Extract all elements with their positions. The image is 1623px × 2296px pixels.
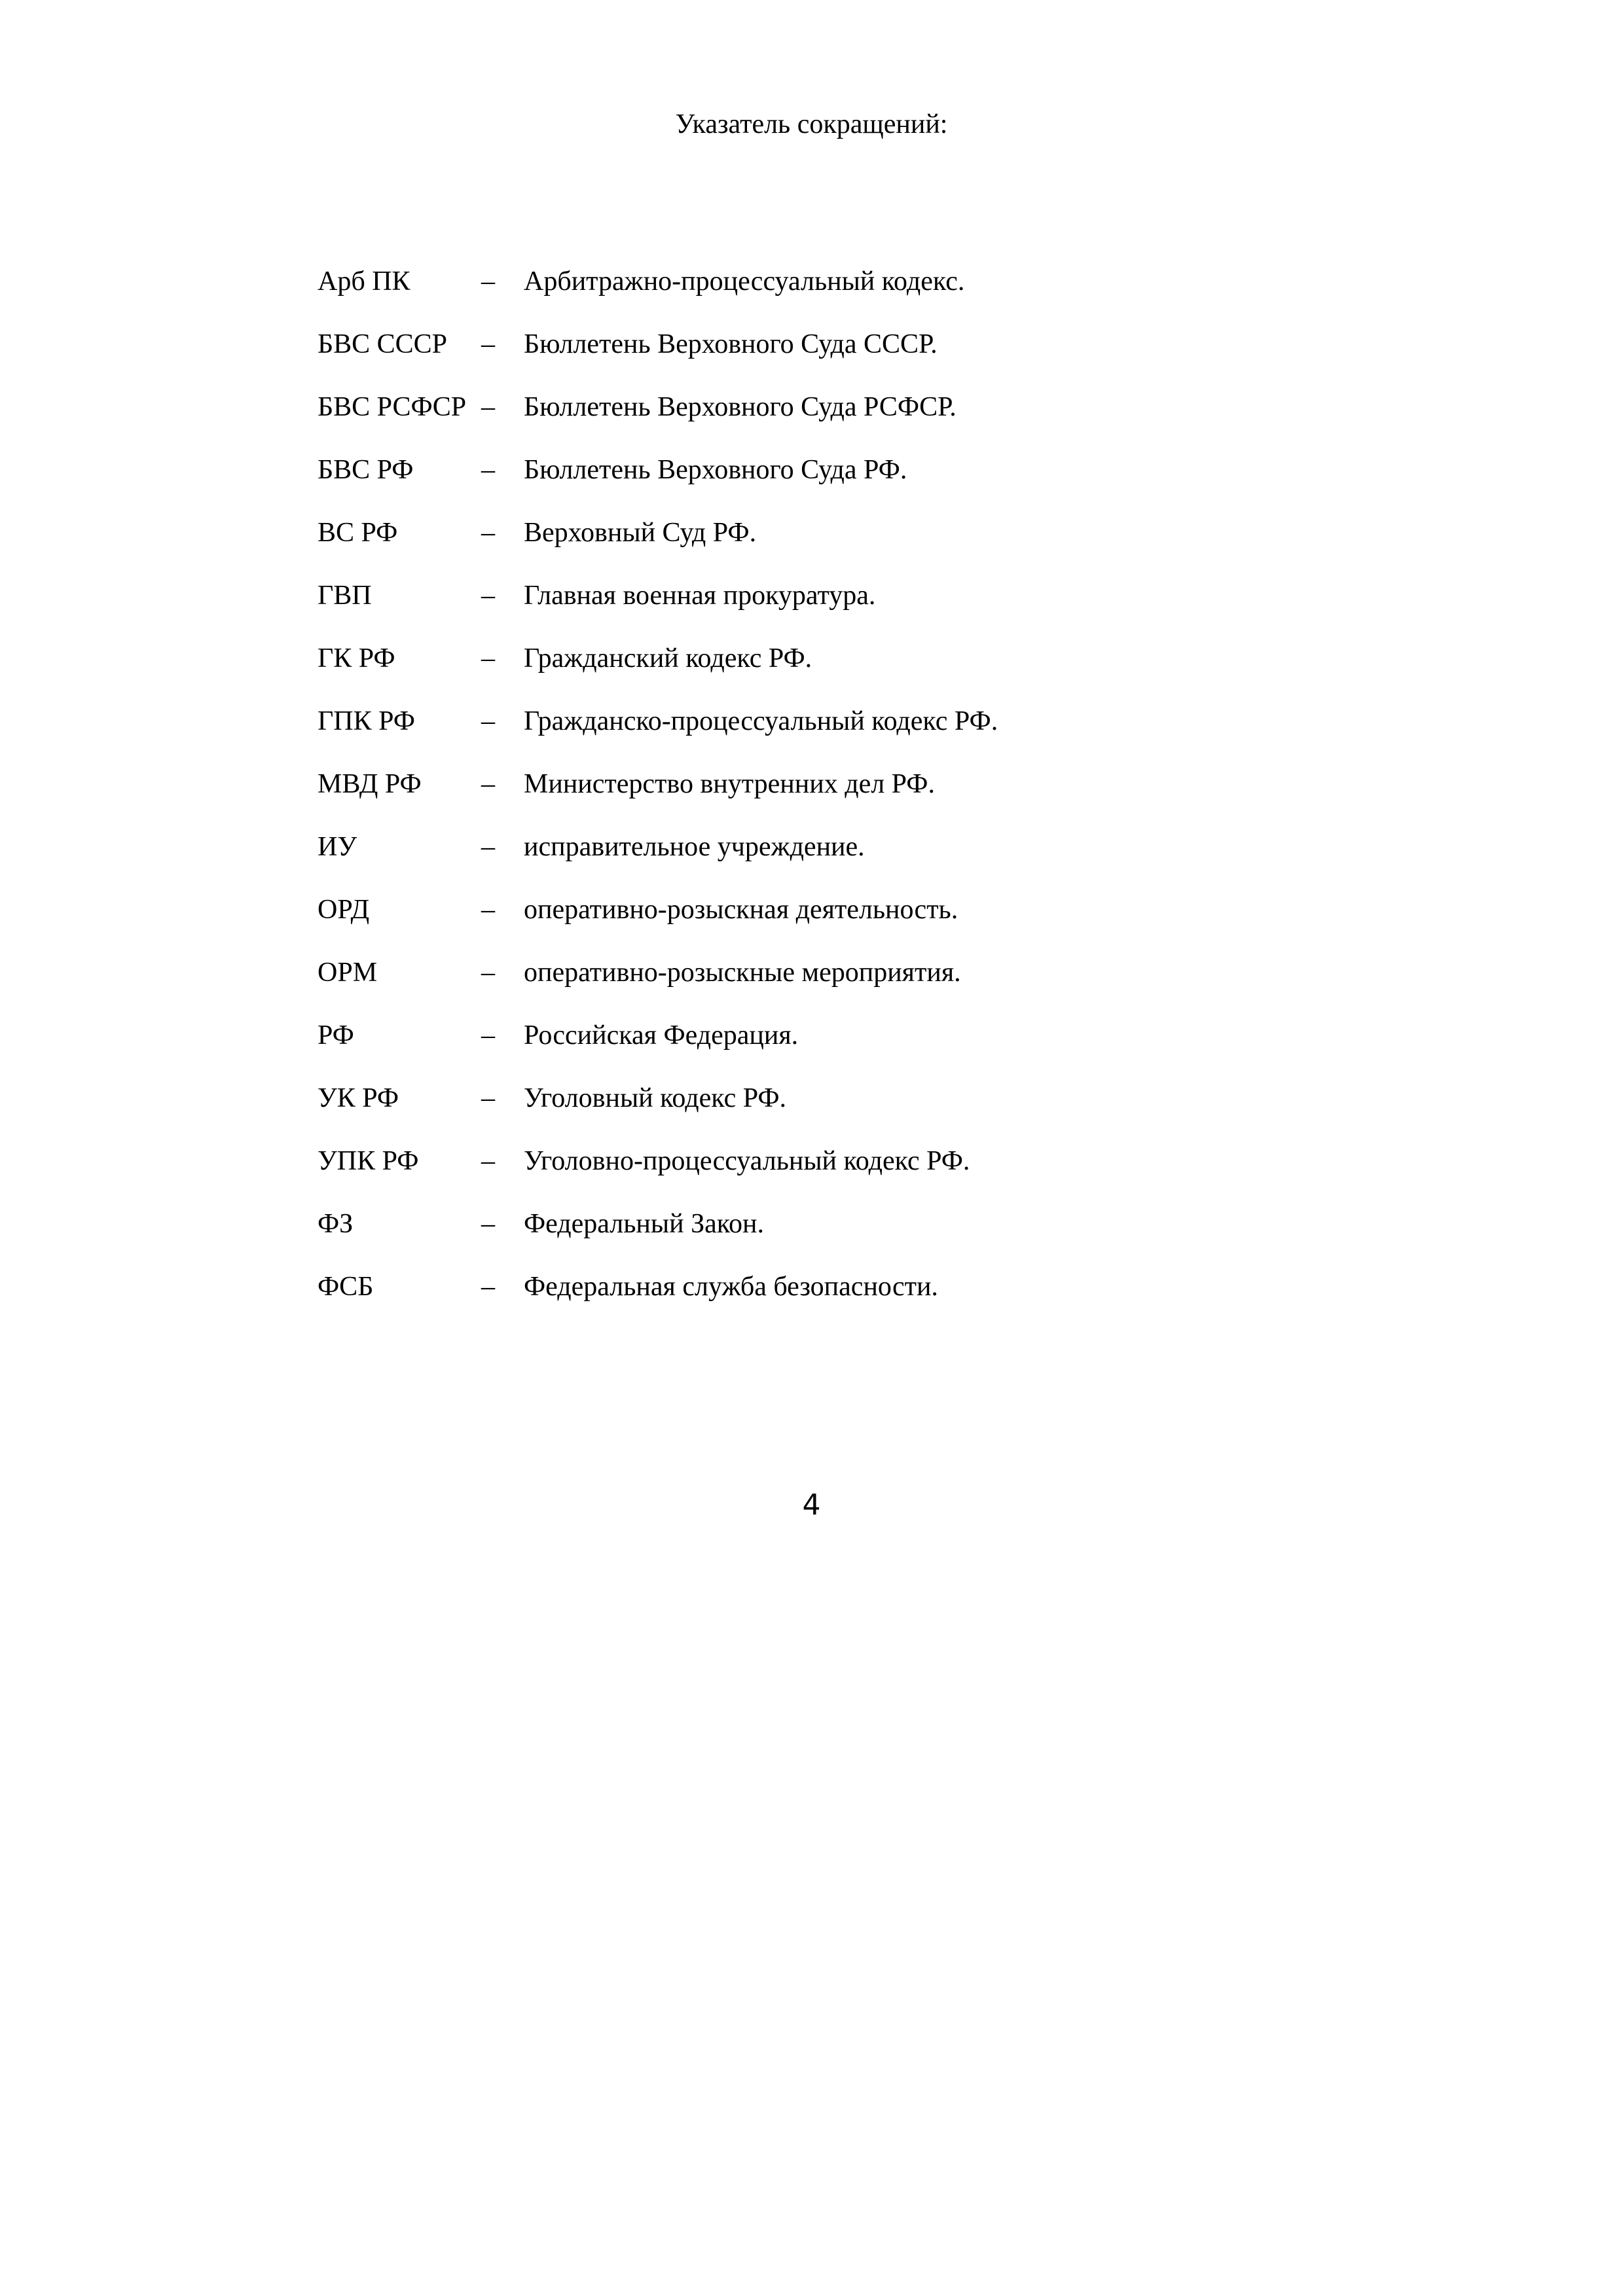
abbreviation-term: ГПК РФ bbox=[318, 706, 415, 736]
dash-separator: – bbox=[481, 895, 495, 925]
abbreviation-definition: Гражданско-процессуальный кодекс РФ. bbox=[524, 706, 998, 736]
abbreviation-definition: Российская Федерация. bbox=[524, 1020, 799, 1050]
abbreviation-term: ГВП bbox=[318, 581, 372, 611]
list-item bbox=[0, 262, 1623, 301]
abbreviation-term: ВС РФ bbox=[318, 518, 398, 548]
list-item bbox=[0, 1267, 1623, 1306]
abbreviation-term: ОРМ bbox=[318, 958, 378, 988]
dash-separator: – bbox=[481, 832, 495, 862]
abbreviation-definition: оперативно-розыскная деятельность. bbox=[524, 895, 958, 925]
list-item bbox=[0, 1016, 1623, 1055]
list-item bbox=[0, 387, 1623, 427]
abbreviation-term: БВС РСФСР bbox=[318, 392, 467, 422]
abbreviation-definition: Уголовный кодекс РФ. bbox=[524, 1083, 787, 1113]
abbreviation-term: УПК РФ bbox=[318, 1146, 419, 1176]
list-item bbox=[0, 513, 1623, 552]
abbreviation-definition: Бюллетень Верховного Суда СССР. bbox=[524, 329, 938, 359]
page-title: Указатель сокращений: bbox=[675, 109, 948, 139]
dash-separator: – bbox=[481, 1272, 495, 1302]
abbreviation-term: УК РФ bbox=[318, 1083, 399, 1113]
abbreviation-definition: оперативно-розыскные мероприятия. bbox=[524, 958, 961, 988]
abbreviation-term: БВС РФ bbox=[318, 455, 414, 485]
abbreviation-definition: исправительное учреждение. bbox=[524, 832, 865, 862]
dash-separator: – bbox=[481, 1209, 495, 1239]
dash-separator: – bbox=[481, 706, 495, 736]
abbreviation-definition: Бюллетень Верховного Суда РСФСР. bbox=[524, 392, 957, 422]
list-item bbox=[0, 890, 1623, 929]
dash-separator: – bbox=[481, 1083, 495, 1113]
list-item bbox=[0, 576, 1623, 615]
dash-separator: – bbox=[481, 769, 495, 799]
abbreviation-definition: Федеральный Закон. bbox=[524, 1209, 765, 1239]
abbreviation-term: МВД РФ bbox=[318, 769, 422, 799]
list-item bbox=[0, 1204, 1623, 1244]
dash-separator: – bbox=[481, 455, 495, 485]
abbreviation-definition: Арбитражно-процессуальный кодекс. bbox=[524, 266, 965, 296]
abbreviation-term: ОРД bbox=[318, 895, 370, 925]
dash-separator: – bbox=[481, 518, 495, 548]
dash-separator: – bbox=[481, 1146, 495, 1176]
list-item bbox=[0, 702, 1623, 741]
abbreviation-term: ИУ bbox=[318, 832, 357, 862]
dash-separator: – bbox=[481, 329, 495, 359]
list-item bbox=[0, 1079, 1623, 1118]
list-item bbox=[0, 953, 1623, 992]
abbreviation-definition: Бюллетень Верховного Суда РФ. bbox=[524, 455, 907, 485]
abbreviation-term: БВС СССР bbox=[318, 329, 448, 359]
dash-separator: – bbox=[481, 643, 495, 673]
abbreviation-term: ГК РФ bbox=[318, 643, 395, 673]
abbreviation-term: ФЗ bbox=[318, 1209, 354, 1239]
dash-separator: – bbox=[481, 266, 495, 296]
abbreviation-definition: Главная военная прокуратура. bbox=[524, 581, 876, 611]
dash-separator: – bbox=[481, 958, 495, 988]
list-item bbox=[0, 764, 1623, 804]
dash-separator: – bbox=[481, 1020, 495, 1050]
abbreviation-definition: Федеральная служба безопасности. bbox=[524, 1272, 938, 1302]
abbreviation-definition: Гражданский кодекс РФ. bbox=[524, 643, 812, 673]
list-item bbox=[0, 325, 1623, 364]
abbreviation-term: ФСБ bbox=[318, 1272, 374, 1302]
list-item bbox=[0, 639, 1623, 678]
dash-separator: – bbox=[481, 581, 495, 611]
abbreviation-definition: Министерство внутренних дел РФ. bbox=[524, 769, 935, 799]
abbreviation-definition: Уголовно-процессуальный кодекс РФ. bbox=[524, 1146, 970, 1176]
abbreviation-definition: Верховный Суд РФ. bbox=[524, 518, 757, 548]
abbreviation-term: РФ bbox=[318, 1020, 354, 1050]
page-number: 4 bbox=[802, 1488, 821, 1522]
list-item bbox=[0, 1141, 1623, 1181]
abbreviation-term: Арб ПК bbox=[318, 266, 410, 296]
dash-separator: – bbox=[481, 392, 495, 422]
list-item bbox=[0, 827, 1623, 867]
list-item bbox=[0, 450, 1623, 490]
